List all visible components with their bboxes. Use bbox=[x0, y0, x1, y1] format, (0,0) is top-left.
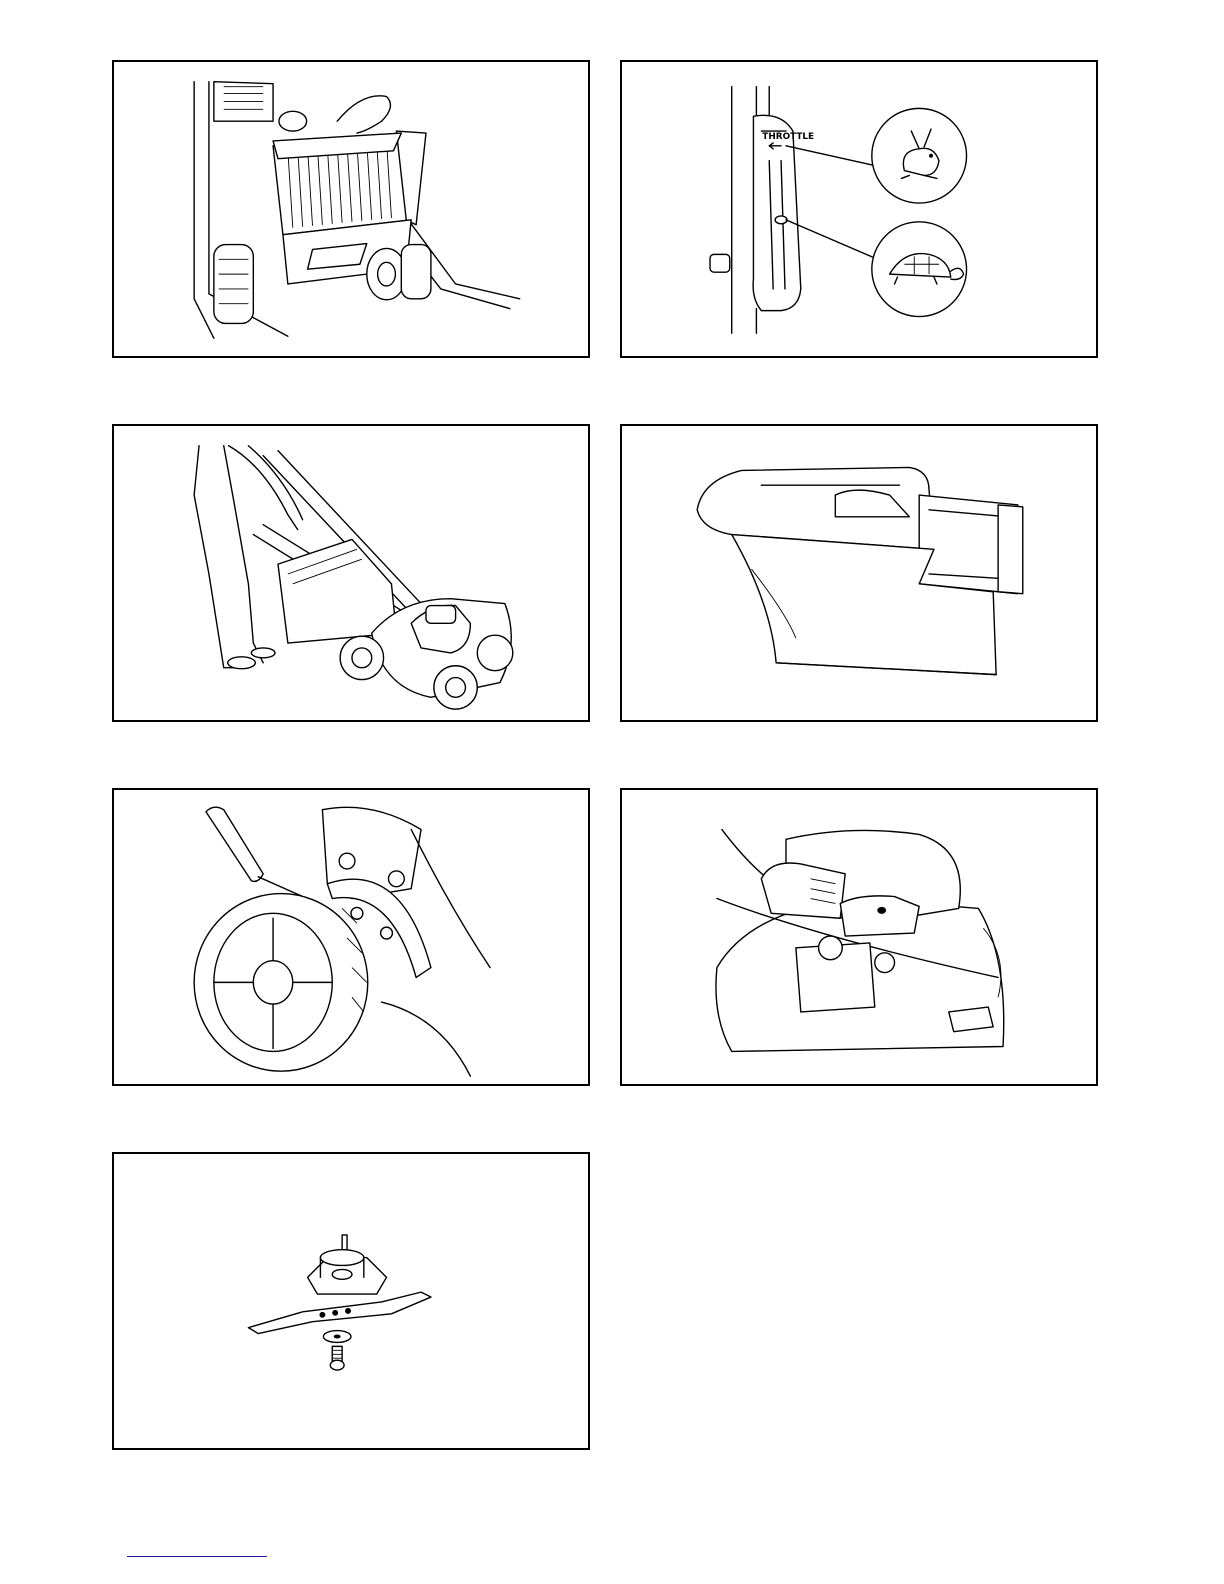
height-adjust-illustration bbox=[114, 790, 588, 1084]
figure-4-catcher-bag bbox=[620, 424, 1098, 722]
rabbit-icon bbox=[872, 108, 967, 203]
engine-illustration bbox=[622, 790, 1096, 1084]
figure-6-engine bbox=[620, 788, 1098, 1086]
figure-2-throttle bbox=[620, 60, 1098, 358]
throttle-label: THROTTLE bbox=[762, 131, 815, 142]
catcher-bag-illustration bbox=[622, 426, 1096, 720]
figure-5-height-adjust bbox=[112, 788, 590, 1086]
figure-3-mowing bbox=[112, 424, 590, 722]
turtle-icon bbox=[872, 222, 967, 317]
grass-catcher-illustration bbox=[114, 62, 588, 356]
footer-rule bbox=[127, 1556, 267, 1557]
figure-1-grass-catcher bbox=[112, 60, 590, 358]
figure-7-blade bbox=[112, 1152, 590, 1450]
blade-illustration bbox=[114, 1154, 588, 1448]
mowing-illustration bbox=[114, 426, 588, 720]
throttle-illustration bbox=[622, 62, 1096, 356]
